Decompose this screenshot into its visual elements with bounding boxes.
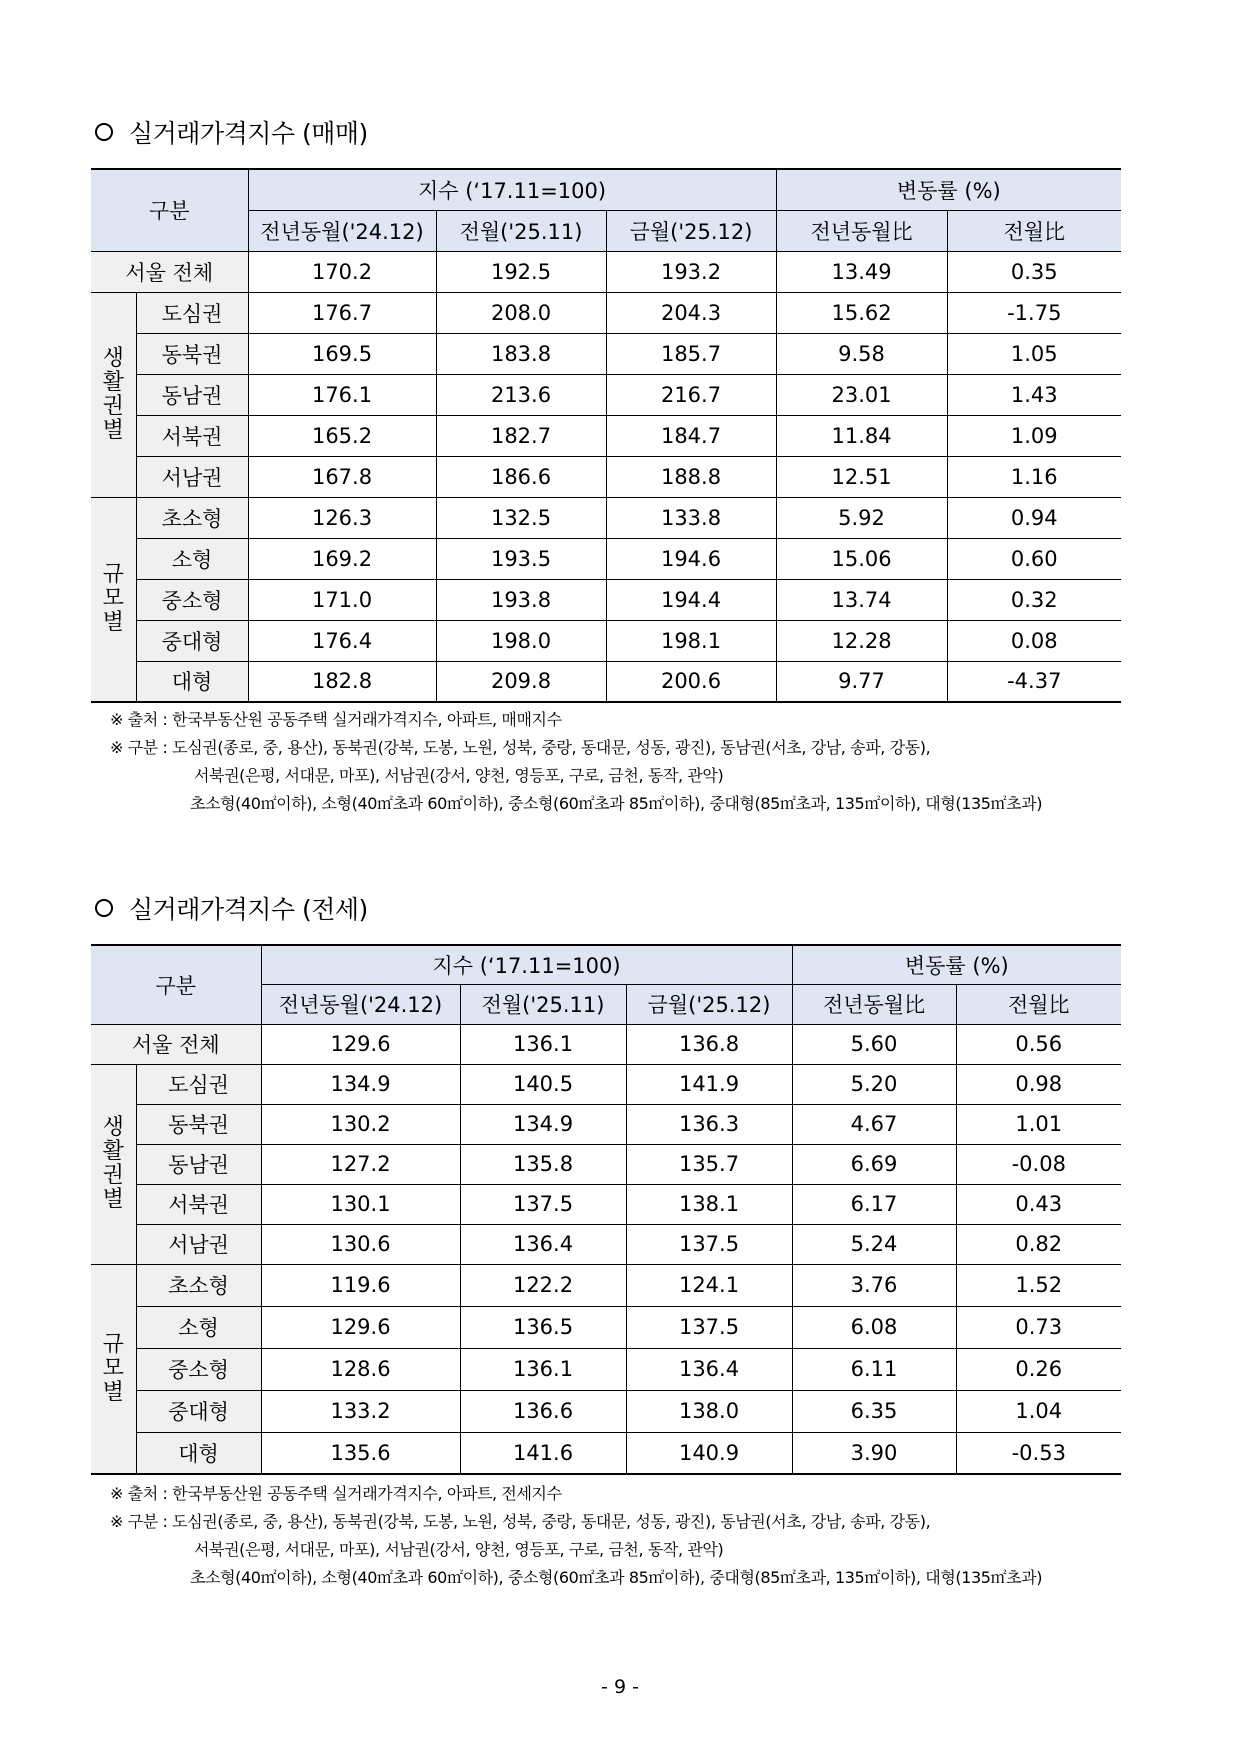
jeonse-index-table	[91, 944, 1121, 1475]
cell: 167.8	[248, 456, 436, 497]
cell: 1.16	[947, 456, 1121, 497]
cell: 216.7	[606, 374, 776, 415]
table-row	[91, 1348, 1121, 1390]
header-col: 전년동월比	[776, 210, 947, 251]
note-gubun: ※ 구분 : 도심권(종로, 중, 용산), 동북권(강북, 도봉, 노원, 성북, 중랑, 동대문, 성동, 광진), 동남권(서초, 강남, 송파, 강동),	[110, 1512, 931, 1531]
cell: 130.2	[261, 1104, 460, 1144]
cell: 6.35	[792, 1390, 956, 1432]
cell: 185.7	[606, 333, 776, 374]
table-row	[91, 1432, 1121, 1474]
header-col: 전년동월('24.12)	[261, 984, 460, 1024]
cell: 5.60	[792, 1024, 956, 1064]
cell: 141.9	[626, 1064, 792, 1104]
cell: 0.32	[947, 579, 1121, 620]
cell: 15.62	[776, 292, 947, 333]
cell: 133.2	[261, 1390, 460, 1432]
cell: 5.92	[776, 497, 947, 538]
row-label: 동북권	[136, 1104, 261, 1144]
table-row	[91, 1390, 1121, 1432]
cell: 194.4	[606, 579, 776, 620]
cell: 0.60	[947, 538, 1121, 579]
cell: 198.0	[436, 620, 606, 661]
cell: 6.11	[792, 1348, 956, 1390]
cell: 133.8	[606, 497, 776, 538]
cell: 136.6	[460, 1390, 626, 1432]
note-gubun: 초소형(40㎡이하), 소형(40㎡초과 60㎡이하), 중소형(60㎡초과 85㎡이하), 중대형(85㎡초과, 135㎡이하), 대형(135㎡초과)	[190, 794, 1043, 813]
table-row	[91, 415, 1121, 456]
cell: 137.5	[460, 1184, 626, 1224]
row-label: 중대형	[136, 1390, 261, 1432]
row-label: 도심권	[136, 292, 248, 333]
cell: 3.90	[792, 1432, 956, 1474]
group-label: 규모별	[91, 1264, 136, 1474]
cell: 0.94	[947, 497, 1121, 538]
table-row	[91, 333, 1121, 374]
cell: 136.8	[626, 1024, 792, 1064]
cell: 126.3	[248, 497, 436, 538]
cell: 134.9	[460, 1104, 626, 1144]
cell: -4.37	[947, 661, 1121, 702]
cell: 0.35	[947, 251, 1121, 292]
note-gubun: ※ 구분 : 도심권(종로, 중, 용산), 동북권(강북, 도봉, 노원, 성북, 중랑, 동대문, 성동, 광진), 동남권(서초, 강남, 송파, 강동),	[110, 738, 931, 757]
row-label: 대형	[136, 661, 248, 702]
cell: 13.49	[776, 251, 947, 292]
row-label: 초소형	[136, 497, 248, 538]
header-index-group: 지수 (‘17.11=100)	[248, 169, 776, 210]
header-change-group: 변동률 (%)	[792, 945, 1121, 984]
section-title-jeonse: 실거래가격지수 (전세)	[95, 890, 368, 926]
header-col: 전월('25.11)	[460, 984, 626, 1024]
row-label: 중소형	[136, 579, 248, 620]
row-label: 동남권	[136, 1144, 261, 1184]
note-source: ※ 출처 : 한국부동산원 공동주택 실거래가격지수, 아파트, 매매지수	[110, 710, 562, 729]
cell: 129.6	[261, 1024, 460, 1064]
cell: 12.51	[776, 456, 947, 497]
cell: 127.2	[261, 1144, 460, 1184]
cell: 193.2	[606, 251, 776, 292]
note-gubun: 서북권(은평, 서대문, 마포), 서남권(강서, 양천, 영등포, 구로, 금천, 동작, 관악)	[194, 1540, 724, 1559]
cell: 119.6	[261, 1264, 460, 1306]
cell: 136.4	[460, 1224, 626, 1264]
jeonse-table-notes	[110, 1480, 1042, 1592]
cell: 1.04	[956, 1390, 1121, 1432]
row-label: 초소형	[136, 1264, 261, 1306]
cell: 5.24	[792, 1224, 956, 1264]
cell: 165.2	[248, 415, 436, 456]
cell: 135.6	[261, 1432, 460, 1474]
cell: 11.84	[776, 415, 947, 456]
cell: 134.9	[261, 1064, 460, 1104]
header-col: 전년동월('24.12)	[248, 210, 436, 251]
cell: 136.3	[626, 1104, 792, 1144]
cell: 132.5	[436, 497, 606, 538]
header-change-group: 변동률 (%)	[776, 169, 1121, 210]
table-row	[91, 497, 1121, 538]
cell: 140.9	[626, 1432, 792, 1474]
cell: 1.01	[956, 1104, 1121, 1144]
cell: 122.2	[460, 1264, 626, 1306]
cell: 0.26	[956, 1348, 1121, 1390]
cell: 15.06	[776, 538, 947, 579]
table-row	[91, 620, 1121, 661]
cell: 171.0	[248, 579, 436, 620]
table-row	[91, 374, 1121, 415]
row-label: 동북권	[136, 333, 248, 374]
cell: 213.6	[436, 374, 606, 415]
cell: 1.09	[947, 415, 1121, 456]
cell: 6.17	[792, 1184, 956, 1224]
cell: 169.2	[248, 538, 436, 579]
cell: 208.0	[436, 292, 606, 333]
cell: 193.5	[436, 538, 606, 579]
cell: 136.5	[460, 1306, 626, 1348]
group-label: 생활권별	[91, 1064, 136, 1264]
cell: 6.69	[792, 1144, 956, 1184]
cell: 186.6	[436, 456, 606, 497]
cell: 138.1	[626, 1184, 792, 1224]
cell: 188.8	[606, 456, 776, 497]
table-row	[91, 1184, 1121, 1224]
circle-bullet-icon	[95, 123, 113, 141]
cell: 0.82	[956, 1224, 1121, 1264]
cell: 1.05	[947, 333, 1121, 374]
header-col: 전월比	[947, 210, 1121, 251]
cell: 0.73	[956, 1306, 1121, 1348]
table-row	[91, 1104, 1121, 1144]
cell: 182.7	[436, 415, 606, 456]
cell: 130.6	[261, 1224, 460, 1264]
cell: 0.98	[956, 1064, 1121, 1104]
page-number: - 9 -	[601, 1676, 639, 1698]
cell: 124.1	[626, 1264, 792, 1306]
cell: 141.6	[460, 1432, 626, 1474]
cell: 184.7	[606, 415, 776, 456]
table-row	[91, 1144, 1121, 1184]
header-col: 전년동월比	[792, 984, 956, 1024]
row-label: 서북권	[136, 1184, 261, 1224]
cell: 135.8	[460, 1144, 626, 1184]
cell: 9.58	[776, 333, 947, 374]
cell: 3.76	[792, 1264, 956, 1306]
table-row	[91, 1264, 1121, 1306]
row-label: 동남권	[136, 374, 248, 415]
section-title-sale: 실거래가격지수 (매매)	[95, 114, 368, 150]
note-gubun: 초소형(40㎡이하), 소형(40㎡초과 60㎡이하), 중소형(60㎡초과 85㎡이하), 중대형(85㎡초과, 135㎡이하), 대형(135㎡초과)	[190, 1568, 1043, 1587]
cell: 0.08	[947, 620, 1121, 661]
cell: 9.77	[776, 661, 947, 702]
cell: 176.1	[248, 374, 436, 415]
header-col: 전월('25.11)	[436, 210, 606, 251]
table-row	[91, 1064, 1121, 1104]
group-label: 생활권별	[91, 292, 136, 497]
cell: 13.74	[776, 579, 947, 620]
row-label: 서울 전체	[91, 1024, 261, 1064]
cell: 170.2	[248, 251, 436, 292]
note-gubun: 서북권(은평, 서대문, 마포), 서남권(강서, 양천, 영등포, 구로, 금천, 동작, 관악)	[194, 766, 724, 785]
cell: 5.20	[792, 1064, 956, 1104]
cell: -0.08	[956, 1144, 1121, 1184]
sale-table-notes	[110, 706, 1042, 818]
header-col: 금월('25.12)	[626, 984, 792, 1024]
cell: 140.5	[460, 1064, 626, 1104]
cell: 204.3	[606, 292, 776, 333]
row-label: 중대형	[136, 620, 248, 661]
cell: 129.6	[261, 1306, 460, 1348]
cell: 193.8	[436, 579, 606, 620]
cell: 0.56	[956, 1024, 1121, 1064]
cell: -1.75	[947, 292, 1121, 333]
cell: 182.8	[248, 661, 436, 702]
cell: 128.6	[261, 1348, 460, 1390]
row-label: 서남권	[136, 456, 248, 497]
sale-index-table	[91, 168, 1121, 703]
cell: 137.5	[626, 1306, 792, 1348]
cell: 6.08	[792, 1306, 956, 1348]
note-source: ※ 출처 : 한국부동산원 공동주택 실거래가격지수, 아파트, 전세지수	[110, 1484, 562, 1503]
cell: 1.43	[947, 374, 1121, 415]
cell: 209.8	[436, 661, 606, 702]
cell: 176.7	[248, 292, 436, 333]
cell: 136.1	[460, 1024, 626, 1064]
cell: 12.28	[776, 620, 947, 661]
cell: 176.4	[248, 620, 436, 661]
cell: 136.1	[460, 1348, 626, 1390]
row-label: 중소형	[136, 1348, 261, 1390]
cell: 1.52	[956, 1264, 1121, 1306]
cell: 192.5	[436, 251, 606, 292]
circle-bullet-icon	[95, 899, 113, 917]
cell: 4.67	[792, 1104, 956, 1144]
cell: -0.53	[956, 1432, 1121, 1474]
table-row-total	[91, 1024, 1121, 1064]
cell: 136.4	[626, 1348, 792, 1390]
row-label: 도심권	[136, 1064, 261, 1104]
row-label: 대형	[136, 1432, 261, 1474]
cell: 169.5	[248, 333, 436, 374]
row-label: 서북권	[136, 415, 248, 456]
table-row-total	[91, 251, 1121, 292]
cell: 200.6	[606, 661, 776, 702]
cell: 130.1	[261, 1184, 460, 1224]
table-row	[91, 579, 1121, 620]
cell: 138.0	[626, 1390, 792, 1432]
table-row	[91, 292, 1121, 333]
header-col: 전월比	[956, 984, 1121, 1024]
cell: 198.1	[606, 620, 776, 661]
cell: 137.5	[626, 1224, 792, 1264]
cell: 194.6	[606, 538, 776, 579]
cell: 23.01	[776, 374, 947, 415]
row-label: 소형	[136, 538, 248, 579]
header-col: 금월('25.12)	[606, 210, 776, 251]
row-label: 소형	[136, 1306, 261, 1348]
row-label: 서남권	[136, 1224, 261, 1264]
table-row	[91, 1224, 1121, 1264]
table-row	[91, 538, 1121, 579]
table-row	[91, 661, 1121, 702]
header-index-group: 지수 (‘17.11=100)	[261, 945, 792, 984]
header-gubun: 구분	[91, 945, 261, 1024]
table-row	[91, 456, 1121, 497]
row-label: 서울 전체	[91, 251, 248, 292]
cell: 183.8	[436, 333, 606, 374]
cell: 0.43	[956, 1184, 1121, 1224]
group-label: 규모별	[91, 497, 136, 702]
header-gubun: 구분	[91, 169, 248, 251]
cell: 135.7	[626, 1144, 792, 1184]
table-row	[91, 1306, 1121, 1348]
